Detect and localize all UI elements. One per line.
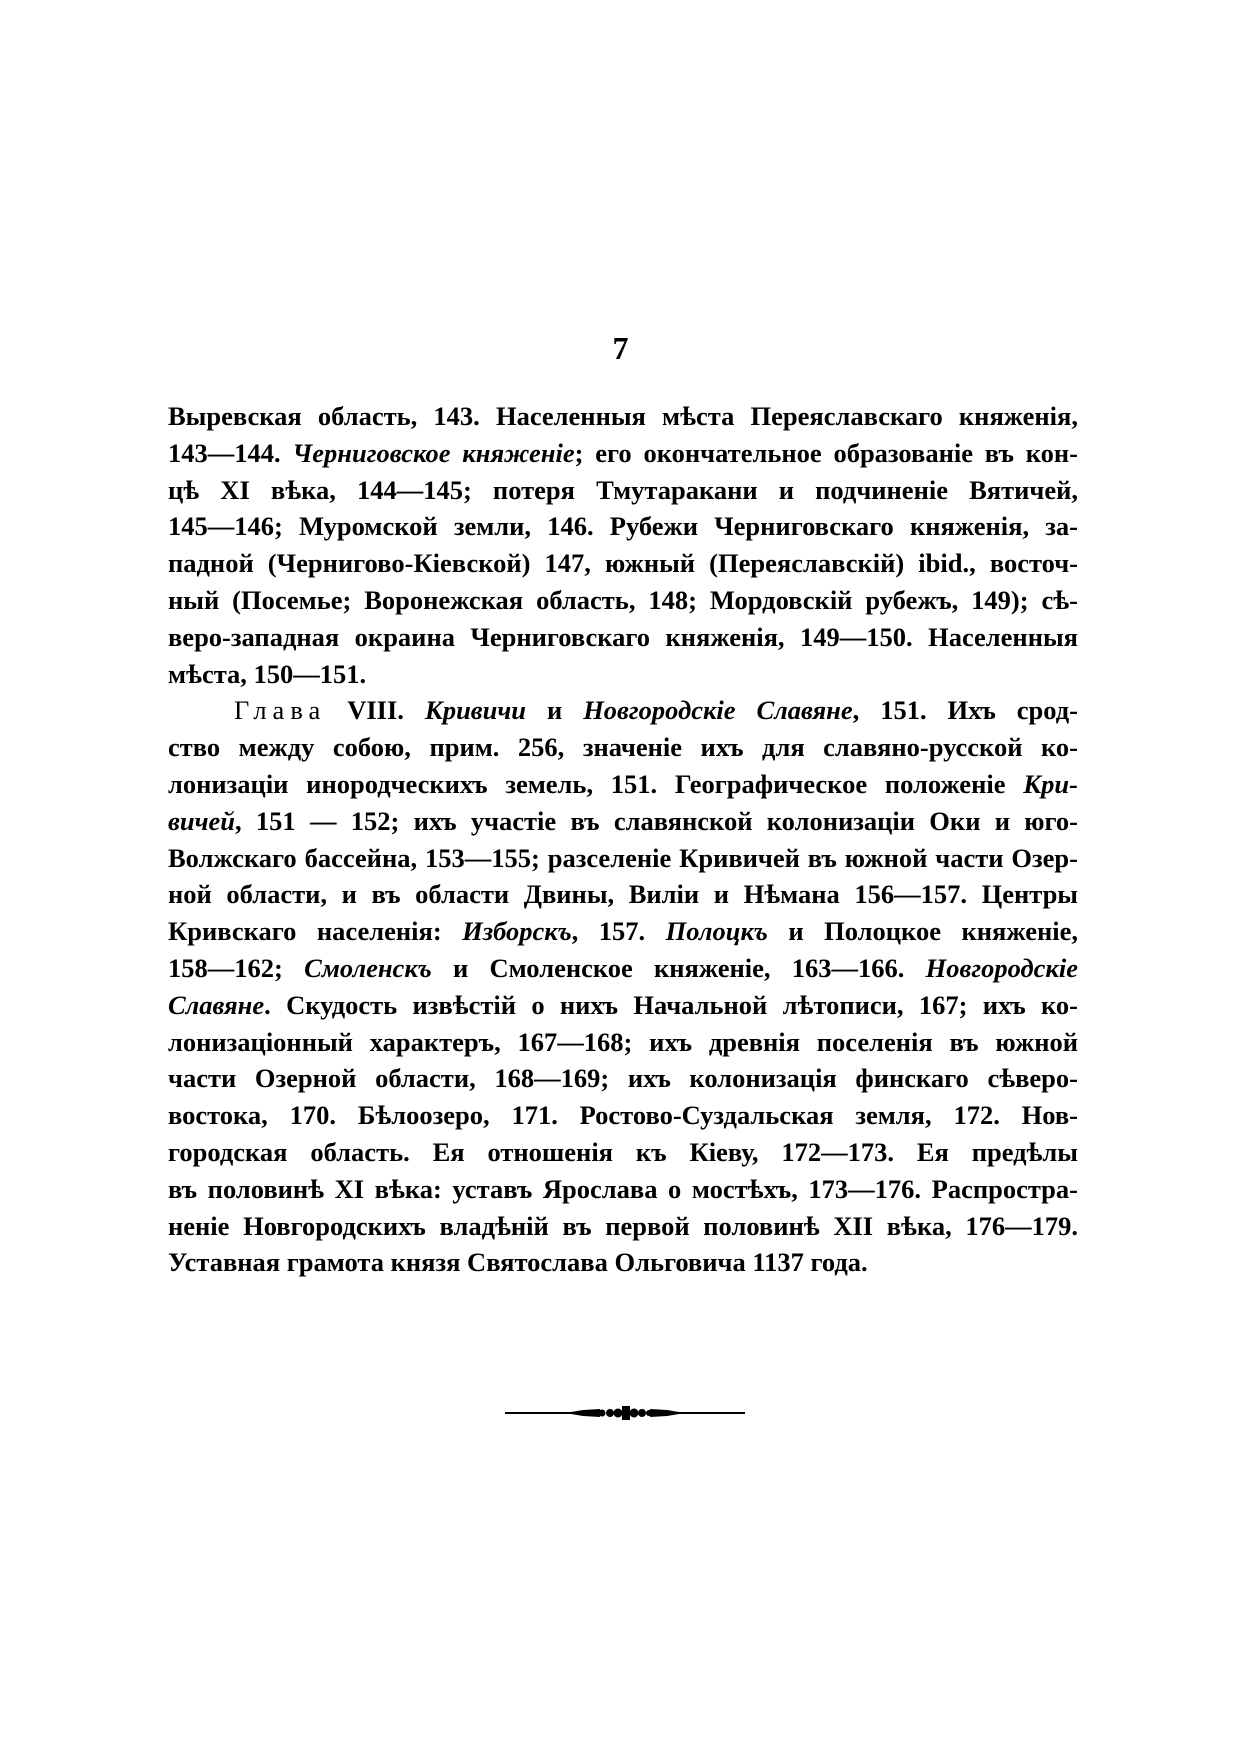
italic-term: Новгородскіе xyxy=(925,952,1078,983)
text-line xyxy=(168,619,1078,656)
text-segment: , 151. Ихъ срод- xyxy=(852,695,1078,726)
text-segment: , 151 — 152; ихъ участіе въ славянской колонизаціи Оки и юго- xyxy=(235,805,1078,836)
text-segment: . Скудость извѣстій о нихъ Начальной лѣтописи, 167; ихъ ко- xyxy=(264,989,1078,1020)
text-segment: и Смоленское княженіе, 163—166. xyxy=(431,952,926,983)
text-line xyxy=(168,840,1078,877)
text-line xyxy=(168,876,1078,913)
text-segment: въ половинѣ XI вѣка: уставъ Ярослава о мостѣхъ, 173—176. Распростра- xyxy=(168,1173,1078,1204)
text-line xyxy=(168,435,1078,472)
text-segment: , 157. xyxy=(571,916,666,947)
text-segment: Уставная грамота князя Святослава Ольговича 1137 года. xyxy=(168,1247,868,1278)
text-segment: ный (Посемье; Воронежская область, 148; Мордовскій рубежъ, 149); сѣ- xyxy=(168,584,1078,615)
text-segment: 158—162; xyxy=(168,952,305,983)
text-segment: неніе Новгородскихъ владѣній въ первой половинѣ XII вѣка, 176—179. xyxy=(168,1210,1078,1241)
text-line xyxy=(168,766,1078,803)
text-segment: ; его окончательное образованіе въ кон- xyxy=(574,437,1079,468)
chapter-label: Глава xyxy=(234,695,327,726)
text-segment: ной области, и въ области Двины, Виліи и Нѣмана 156—157. Центры xyxy=(168,879,1078,910)
text-segment: востока, 170. Бѣлоозеро, 171. Ростово-Суздальская земля, 172. Нов- xyxy=(168,1100,1078,1131)
text-line xyxy=(168,1097,1078,1134)
text-line xyxy=(168,987,1078,1024)
text-line xyxy=(168,950,1078,987)
text-segment: Кривскаго населенія: xyxy=(168,916,463,947)
text-segment: городская область. Ея отношенія къ Кіеву, 172—173. Ея предѣлы xyxy=(168,1136,1078,1167)
text-segment: 143—144. xyxy=(168,437,293,468)
text-line xyxy=(168,508,1078,545)
italic-term: Изборскъ xyxy=(462,916,572,947)
text-segment: Выревская область, 143. Населенныя мѣста Переяславскаго княженія, xyxy=(168,401,1078,431)
text-segment: лонизаціонный характеръ, 167—168; ихъ древнія поселенія въ южной xyxy=(168,1026,1078,1057)
text-line xyxy=(168,398,1078,435)
italic-term: вичей xyxy=(168,805,235,836)
text-line xyxy=(168,692,1078,729)
text-line xyxy=(168,729,1078,766)
italic-term: Кривичи xyxy=(424,695,527,726)
text-segment: ство между собою, прим. 256, значеніе ихъ для славяно-русской ко- xyxy=(168,732,1078,763)
text-segment: 145—146; Муромской земли, 146. Рубежи Черниговскаго княженія, за- xyxy=(168,511,1078,542)
text-line xyxy=(168,1208,1078,1245)
text-line xyxy=(168,1060,1078,1097)
text-segment: Волжскаго бассейна, 153—155; разселеніе Кривичей въ южной части Озер- xyxy=(168,842,1078,873)
text-segment: цѣ XI вѣка, 144—145; потеря Тмутаракани и подчиненіе Вятичей, xyxy=(168,474,1078,505)
italic-term: Кри- xyxy=(1023,768,1078,799)
text-line xyxy=(168,1244,1078,1281)
text-segment: VIII. xyxy=(326,695,425,726)
text-segment: мѣста, 150—151. xyxy=(168,658,367,689)
text-line xyxy=(168,656,1078,693)
text-line xyxy=(168,1134,1078,1171)
text-line xyxy=(168,545,1078,582)
decorative-divider xyxy=(505,1403,745,1423)
italic-term: Полоцкъ xyxy=(665,916,768,947)
italic-term: Новгородскіе Славяне xyxy=(583,695,853,726)
italic-term: Смоленскъ xyxy=(304,952,432,983)
text-line xyxy=(168,913,1078,950)
text-segment: падной (Черниговo-Кіевской) 147, южный (Переяславскій) ibid., восточ- xyxy=(168,548,1078,579)
text-segment: веро-западная окраина Черниговскаго княженія, 149—150. Населенныя xyxy=(168,621,1078,652)
text-line xyxy=(168,1171,1078,1208)
italic-term: Черниговское княженіе xyxy=(292,437,575,468)
italic-term: Славяне xyxy=(168,989,265,1020)
body-text xyxy=(168,398,1078,1281)
text-line xyxy=(168,803,1078,840)
text-segment: и Полоцкое княженіе, xyxy=(767,916,1078,947)
text-segment: и xyxy=(526,695,584,726)
text-line xyxy=(168,1024,1078,1061)
text-line xyxy=(168,582,1078,619)
text-segment: лонизаціи инородческихъ земель, 151. Географическое положеніе xyxy=(168,768,1024,799)
text-segment: части Озерной области, 168—169; ихъ колонизація финскаго сѣверо- xyxy=(168,1063,1078,1094)
text-line xyxy=(168,472,1078,509)
page-number: 7 xyxy=(612,330,629,366)
